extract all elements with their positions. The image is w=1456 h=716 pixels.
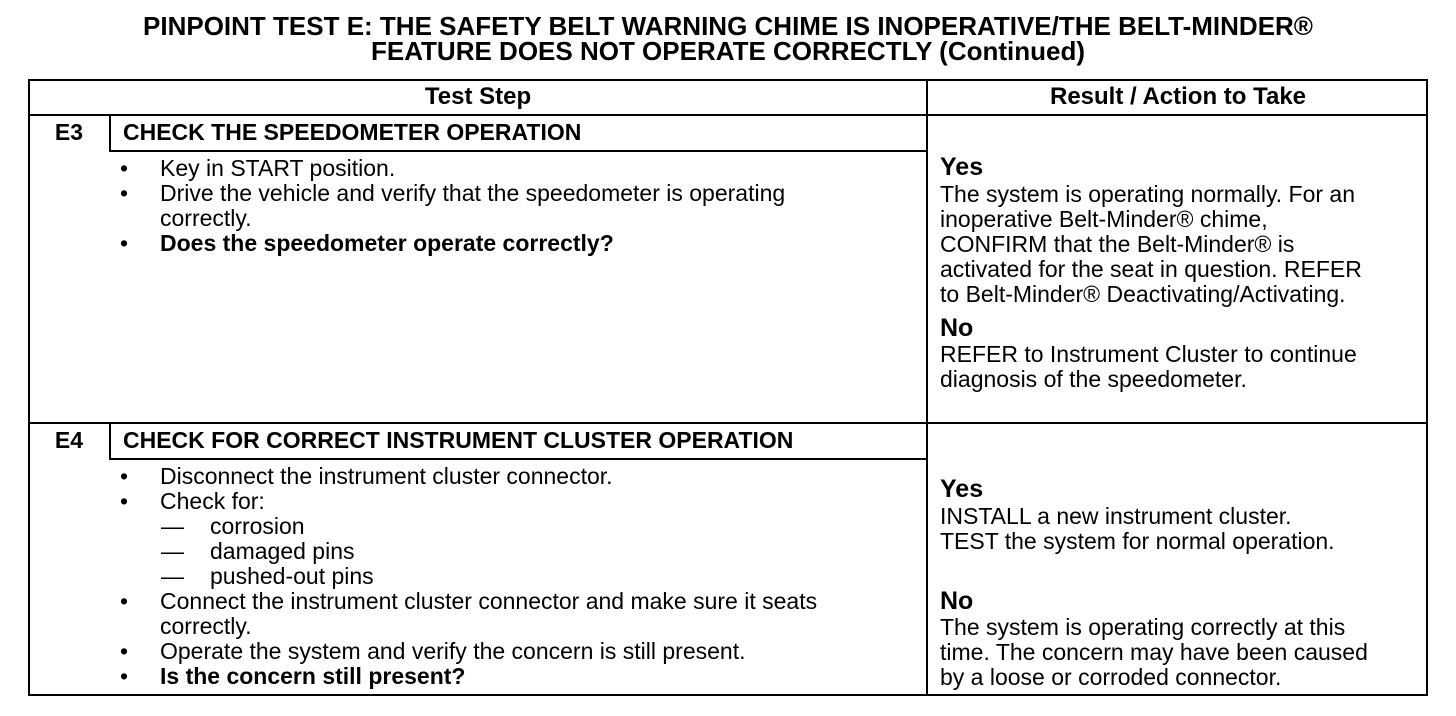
page-title xyxy=(0,11,1456,66)
e4-instruction-3: Connect the instrument cluster connector and make sure it seats xyxy=(160,588,818,614)
e3-no-line-2: diagnosis of the speedometer. xyxy=(940,366,1247,392)
bullet-icon: • xyxy=(120,180,129,206)
e3-no-label: No xyxy=(940,314,974,342)
bullet-icon: • xyxy=(120,638,129,664)
e3-instruction-1: Key in START position. xyxy=(160,155,396,181)
e3-instruction-2: Drive the vehicle and verify that the speedometer is operating xyxy=(160,180,786,206)
e4-question: Is the concern still present? xyxy=(160,663,466,689)
e3-instruction-2-cont: correctly. xyxy=(160,205,252,231)
e3-title-divider xyxy=(109,150,928,152)
bullet-icon: • xyxy=(120,488,129,514)
e4-check-corrosion: corrosion xyxy=(210,513,305,539)
e4-instruction-1: Disconnect the instrument cluster connector. xyxy=(160,463,613,489)
e4-check-damaged-pins: damaged pins xyxy=(210,538,355,564)
bullet-icon: • xyxy=(120,588,129,614)
e3-no-line-1: REFER to Instrument Cluster to continue xyxy=(940,341,1357,367)
id-column-divider-e3 xyxy=(109,114,111,152)
header-result-action: Result / Action to Take xyxy=(1049,83,1307,110)
e4-no-line-1: The system is operating correctly at this xyxy=(940,614,1346,640)
e4-yes-label: Yes xyxy=(940,475,984,503)
title-line-2: FEATURE DOES NOT OPERATE CORRECTLY (Continued) xyxy=(370,36,1086,66)
header-divider xyxy=(28,114,1428,116)
e4-instruction-3-cont: correctly. xyxy=(160,613,252,639)
dash-icon: — xyxy=(161,563,184,589)
e3-yes-line-1: The system is operating normally. For an xyxy=(940,181,1356,207)
dash-icon: — xyxy=(161,513,184,539)
step-title-e4: CHECK FOR CORRECT INSTRUMENT CLUSTER OPERATION xyxy=(123,427,794,453)
e4-instruction-4: Operate the system and verify the concern is still present. xyxy=(160,638,746,664)
e4-no-label: No xyxy=(940,587,974,615)
bullet-icon: • xyxy=(120,155,129,181)
bullet-icon: • xyxy=(120,663,129,689)
e4-yes-line-2: TEST the system for normal operation. xyxy=(940,528,1335,554)
header-test-step: Test Step xyxy=(424,83,532,110)
row-divider-e3-e4 xyxy=(28,422,1428,424)
e4-no-line-2: time. The concern may have been caused xyxy=(940,639,1368,665)
e4-no-line-3: by a loose or corroded connector. xyxy=(940,664,1282,690)
e3-yes-line-3: CONFIRM that the Belt-Minder® is xyxy=(940,231,1295,257)
e3-yes-line-2: inoperative Belt-Minder® chime, xyxy=(940,206,1268,232)
step-title-e3: CHECK THE SPEEDOMETER OPERATION xyxy=(123,119,582,145)
title-line-1: PINPOINT TEST E: THE SAFETY BELT WARNING CHIME IS INOPERATIVE/THE BELT-MINDER® xyxy=(143,11,1313,41)
column-divider-result xyxy=(926,79,928,696)
e4-title-divider xyxy=(109,458,928,460)
e3-question: Does the speedometer operate correctly? xyxy=(160,230,614,256)
step-id-e3: E3 xyxy=(54,119,84,145)
e3-yes-line-4: activated for the seat in question. REFER xyxy=(940,256,1362,282)
dash-icon: — xyxy=(161,538,184,564)
e3-yes-line-5: to Belt-Minder® Deactivating/Activating. xyxy=(940,281,1346,307)
e4-instruction-2: Check for: xyxy=(160,488,265,514)
bullet-icon: • xyxy=(120,463,129,489)
id-column-divider-e4 xyxy=(109,422,111,460)
step-id-e4: E4 xyxy=(54,427,84,453)
bullet-icon: • xyxy=(120,230,129,256)
e4-yes-line-1: INSTALL a new instrument cluster. xyxy=(940,503,1292,529)
e3-yes-label: Yes xyxy=(940,153,984,181)
e4-check-pushed-out-pins: pushed-out pins xyxy=(210,563,374,589)
